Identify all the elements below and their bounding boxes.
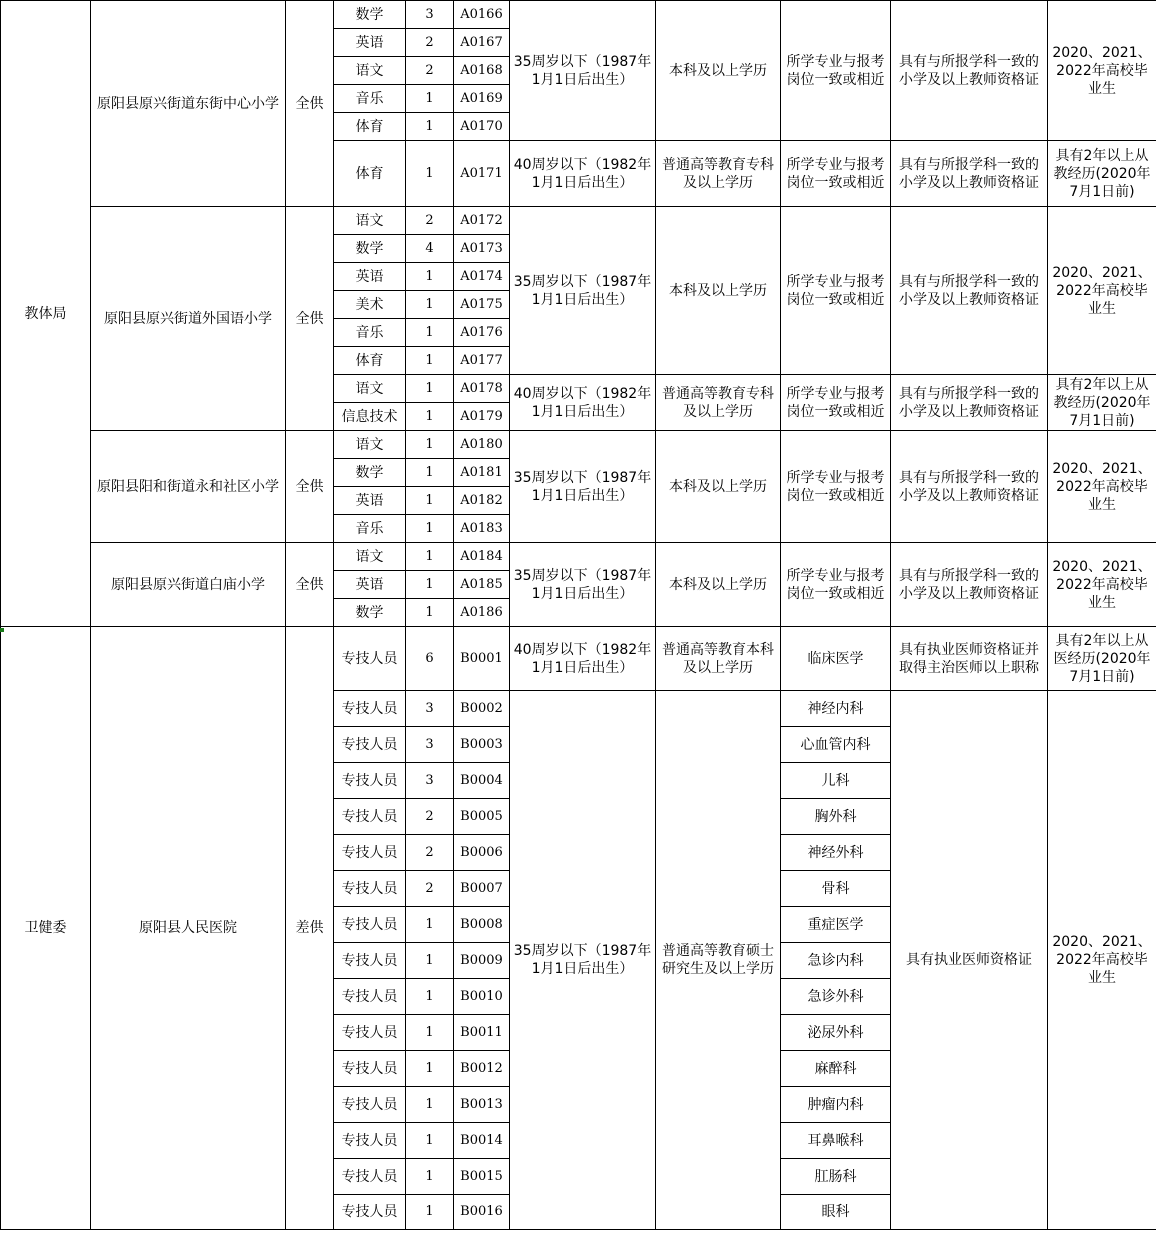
count-cell: 1 <box>406 1159 454 1195</box>
post-cell: 专技人员 <box>334 799 406 835</box>
code-cell: B0013 <box>454 1087 510 1123</box>
post-cell: 体育 <box>334 347 406 375</box>
age-cell: 40周岁以下（1982年1月1日后出生） <box>510 375 656 431</box>
post-cell: 专技人员 <box>334 691 406 727</box>
education-cell: 本科及以上学历 <box>656 543 781 627</box>
count-cell: 2 <box>406 835 454 871</box>
unit-cell: 原阳县原兴街道东街中心小学 <box>91 1 286 207</box>
code-cell: A0186 <box>454 599 510 627</box>
major-cell: 所学专业与报考岗位一致或相近 <box>781 207 891 375</box>
other-cell: 具有2年以上从教经历(2020年7月1日前) <box>1048 375 1156 431</box>
certificate-cell: 具有与所报学科一致的小学及以上教师资格证 <box>891 375 1048 431</box>
table-row <box>1 627 1156 691</box>
post-cell: 语文 <box>334 375 406 403</box>
post-cell: 专技人员 <box>334 907 406 943</box>
code-cell: A0177 <box>454 347 510 375</box>
certificate-cell: 具有与所报学科一致的小学及以上教师资格证 <box>891 543 1048 627</box>
major-cell: 肿瘤内科 <box>781 1087 891 1123</box>
age-cell: 35周岁以下（1987年1月1日后出生） <box>510 207 656 375</box>
unit-cell: 原阳县人民医院 <box>91 627 286 1230</box>
post-cell: 语文 <box>334 431 406 459</box>
major-cell: 麻醉科 <box>781 1051 891 1087</box>
certificate-cell: 具有与所报学科一致的小学及以上教师资格证 <box>891 207 1048 375</box>
count-cell: 1 <box>406 291 454 319</box>
post-cell: 数学 <box>334 459 406 487</box>
other-cell: 具有2年以上从医经历(2020年7月1日前) <box>1048 627 1156 691</box>
post-cell: 美术 <box>334 291 406 319</box>
major-cell: 临床医学 <box>781 627 891 691</box>
major-cell: 所学专业与报考岗位一致或相近 <box>781 1 891 141</box>
code-cell: A0174 <box>454 263 510 291</box>
education-cell: 本科及以上学历 <box>656 431 781 543</box>
education-cell: 普通高等教育硕士研究生及以上学历 <box>656 691 781 1230</box>
post-cell: 专技人员 <box>334 1087 406 1123</box>
major-cell: 骨科 <box>781 871 891 907</box>
code-cell: A0181 <box>454 459 510 487</box>
post-cell: 专技人员 <box>334 1051 406 1087</box>
major-cell: 重症医学 <box>781 907 891 943</box>
code-cell: B0004 <box>454 763 510 799</box>
count-cell: 1 <box>406 487 454 515</box>
code-cell: B0003 <box>454 727 510 763</box>
code-cell: B0016 <box>454 1195 510 1230</box>
count-cell: 1 <box>406 263 454 291</box>
major-cell: 神经外科 <box>781 835 891 871</box>
post-cell: 音乐 <box>334 319 406 347</box>
count-cell: 1 <box>406 1051 454 1087</box>
major-cell: 耳鼻喉科 <box>781 1123 891 1159</box>
code-cell: A0169 <box>454 85 510 113</box>
major-cell: 肛肠科 <box>781 1159 891 1195</box>
code-cell: A0171 <box>454 141 510 207</box>
post-cell: 音乐 <box>334 85 406 113</box>
other-cell: 2020、2021、2022年高校毕业生 <box>1048 207 1156 375</box>
count-cell: 2 <box>406 29 454 57</box>
certificate-cell: 具有执业医师资格证并取得主治医师以上职称 <box>891 627 1048 691</box>
count-cell: 1 <box>406 375 454 403</box>
age-cell: 35周岁以下（1987年1月1日后出生） <box>510 543 656 627</box>
major-cell: 所学专业与报考岗位一致或相近 <box>781 543 891 627</box>
post-cell: 专技人员 <box>334 627 406 691</box>
count-cell: 1 <box>406 459 454 487</box>
post-cell: 信息技术 <box>334 403 406 431</box>
count-cell: 6 <box>406 627 454 691</box>
post-cell: 数学 <box>334 1 406 29</box>
count-cell: 1 <box>406 113 454 141</box>
major-cell: 所学专业与报考岗位一致或相近 <box>781 141 891 207</box>
age-cell: 35周岁以下（1987年1月1日后出生） <box>510 1 656 141</box>
count-cell: 1 <box>406 431 454 459</box>
code-cell: A0173 <box>454 235 510 263</box>
count-cell: 1 <box>406 907 454 943</box>
code-cell: B0011 <box>454 1015 510 1051</box>
funding-cell: 全供 <box>286 431 334 543</box>
table-row <box>1 543 1156 571</box>
post-cell: 体育 <box>334 141 406 207</box>
education-cell: 普通高等教育专科及以上学历 <box>656 141 781 207</box>
code-cell: A0176 <box>454 319 510 347</box>
education-cell: 普通高等教育本科及以上学历 <box>656 627 781 691</box>
major-cell: 所学专业与报考岗位一致或相近 <box>781 431 891 543</box>
funding-cell: 差供 <box>286 627 334 1230</box>
post-cell: 专技人员 <box>334 835 406 871</box>
count-cell: 1 <box>406 1123 454 1159</box>
other-cell: 具有2年以上从教经历(2020年7月1日前) <box>1048 141 1156 207</box>
major-cell: 急诊外科 <box>781 979 891 1015</box>
age-cell: 40周岁以下（1982年1月1日后出生） <box>510 141 656 207</box>
code-cell: B0008 <box>454 907 510 943</box>
funding-cell: 全供 <box>286 1 334 207</box>
code-cell: B0002 <box>454 691 510 727</box>
count-cell: 3 <box>406 763 454 799</box>
post-cell: 专技人员 <box>334 1195 406 1230</box>
age-cell: 35周岁以下（1987年1月1日后出生） <box>510 691 656 1230</box>
count-cell: 1 <box>406 403 454 431</box>
education-cell: 本科及以上学历 <box>656 1 781 141</box>
post-cell: 语文 <box>334 57 406 85</box>
code-cell: A0185 <box>454 571 510 599</box>
post-cell: 专技人员 <box>334 943 406 979</box>
count-cell: 3 <box>406 727 454 763</box>
corner-marker <box>0 628 4 632</box>
post-cell: 专技人员 <box>334 871 406 907</box>
count-cell: 1 <box>406 85 454 113</box>
post-cell: 语文 <box>334 543 406 571</box>
post-cell: 音乐 <box>334 515 406 543</box>
count-cell: 1 <box>406 347 454 375</box>
major-cell: 儿科 <box>781 763 891 799</box>
count-cell: 2 <box>406 57 454 85</box>
code-cell: B0012 <box>454 1051 510 1087</box>
post-cell: 体育 <box>334 113 406 141</box>
count-cell: 1 <box>406 543 454 571</box>
education-cell: 本科及以上学历 <box>656 207 781 375</box>
post-cell: 专技人员 <box>334 763 406 799</box>
count-cell: 2 <box>406 207 454 235</box>
major-cell: 心血管内科 <box>781 727 891 763</box>
other-cell: 2020、2021、2022年高校毕业生 <box>1048 1 1156 141</box>
code-cell: A0179 <box>454 403 510 431</box>
unit-cell: 原阳县原兴街道外国语小学 <box>91 207 286 431</box>
major-cell: 胸外科 <box>781 799 891 835</box>
other-cell: 2020、2021、2022年高校毕业生 <box>1048 431 1156 543</box>
code-cell: A0180 <box>454 431 510 459</box>
post-cell: 数学 <box>334 599 406 627</box>
post-cell: 英语 <box>334 263 406 291</box>
count-cell: 1 <box>406 319 454 347</box>
count-cell: 1 <box>406 979 454 1015</box>
post-cell: 语文 <box>334 207 406 235</box>
post-cell: 英语 <box>334 571 406 599</box>
certificate-cell: 具有执业医师资格证 <box>891 691 1048 1230</box>
other-cell: 2020、2021、2022年高校毕业生 <box>1048 691 1156 1230</box>
major-cell: 神经内科 <box>781 691 891 727</box>
certificate-cell: 具有与所报学科一致的小学及以上教师资格证 <box>891 431 1048 543</box>
count-cell: 3 <box>406 691 454 727</box>
code-cell: B0010 <box>454 979 510 1015</box>
unit-cell: 原阳县阳和街道永和社区小学 <box>91 431 286 543</box>
table-row <box>1 431 1156 459</box>
age-cell: 35周岁以下（1987年1月1日后出生） <box>510 431 656 543</box>
count-cell: 1 <box>406 1015 454 1051</box>
code-cell: A0170 <box>454 113 510 141</box>
code-cell: A0167 <box>454 29 510 57</box>
code-cell: A0184 <box>454 543 510 571</box>
code-cell: A0172 <box>454 207 510 235</box>
major-cell: 急诊内科 <box>781 943 891 979</box>
count-cell: 1 <box>406 1087 454 1123</box>
major-cell: 眼科 <box>781 1195 891 1230</box>
post-cell: 专技人员 <box>334 979 406 1015</box>
count-cell: 1 <box>406 571 454 599</box>
count-cell: 2 <box>406 871 454 907</box>
code-cell: A0166 <box>454 1 510 29</box>
funding-cell: 全供 <box>286 207 334 431</box>
count-cell: 1 <box>406 515 454 543</box>
count-cell: 1 <box>406 599 454 627</box>
post-cell: 数学 <box>334 235 406 263</box>
table-row <box>1 1 1156 29</box>
certificate-cell: 具有与所报学科一致的小学及以上教师资格证 <box>891 141 1048 207</box>
unit-cell: 原阳县原兴街道白庙小学 <box>91 543 286 627</box>
education-cell: 普通高等教育专科及以上学历 <box>656 375 781 431</box>
code-cell: B0006 <box>454 835 510 871</box>
major-cell: 所学专业与报考岗位一致或相近 <box>781 375 891 431</box>
certificate-cell: 具有与所报学科一致的小学及以上教师资格证 <box>891 1 1048 141</box>
code-cell: B0015 <box>454 1159 510 1195</box>
code-cell: A0183 <box>454 515 510 543</box>
code-cell: A0182 <box>454 487 510 515</box>
count-cell: 1 <box>406 141 454 207</box>
code-cell: B0014 <box>454 1123 510 1159</box>
code-cell: B0007 <box>454 871 510 907</box>
code-cell: B0005 <box>454 799 510 835</box>
post-cell: 专技人员 <box>334 1123 406 1159</box>
dept-cell: 卫健委 <box>1 627 91 1230</box>
other-cell: 2020、2021、2022年高校毕业生 <box>1048 543 1156 627</box>
count-cell: 2 <box>406 799 454 835</box>
code-cell: A0175 <box>454 291 510 319</box>
count-cell: 1 <box>406 1195 454 1230</box>
count-cell: 3 <box>406 1 454 29</box>
table-row <box>1 207 1156 235</box>
dept-cell: 教体局 <box>1 1 91 627</box>
major-cell: 泌尿外科 <box>781 1015 891 1051</box>
code-cell: B0001 <box>454 627 510 691</box>
count-cell: 4 <box>406 235 454 263</box>
age-cell: 40周岁以下（1982年1月1日后出生） <box>510 627 656 691</box>
code-cell: A0178 <box>454 375 510 403</box>
code-cell: B0009 <box>454 943 510 979</box>
post-cell: 专技人员 <box>334 1159 406 1195</box>
code-cell: A0168 <box>454 57 510 85</box>
count-cell: 1 <box>406 943 454 979</box>
post-cell: 英语 <box>334 29 406 57</box>
post-cell: 英语 <box>334 487 406 515</box>
post-cell: 专技人员 <box>334 727 406 763</box>
post-cell: 专技人员 <box>334 1015 406 1051</box>
funding-cell: 全供 <box>286 543 334 627</box>
